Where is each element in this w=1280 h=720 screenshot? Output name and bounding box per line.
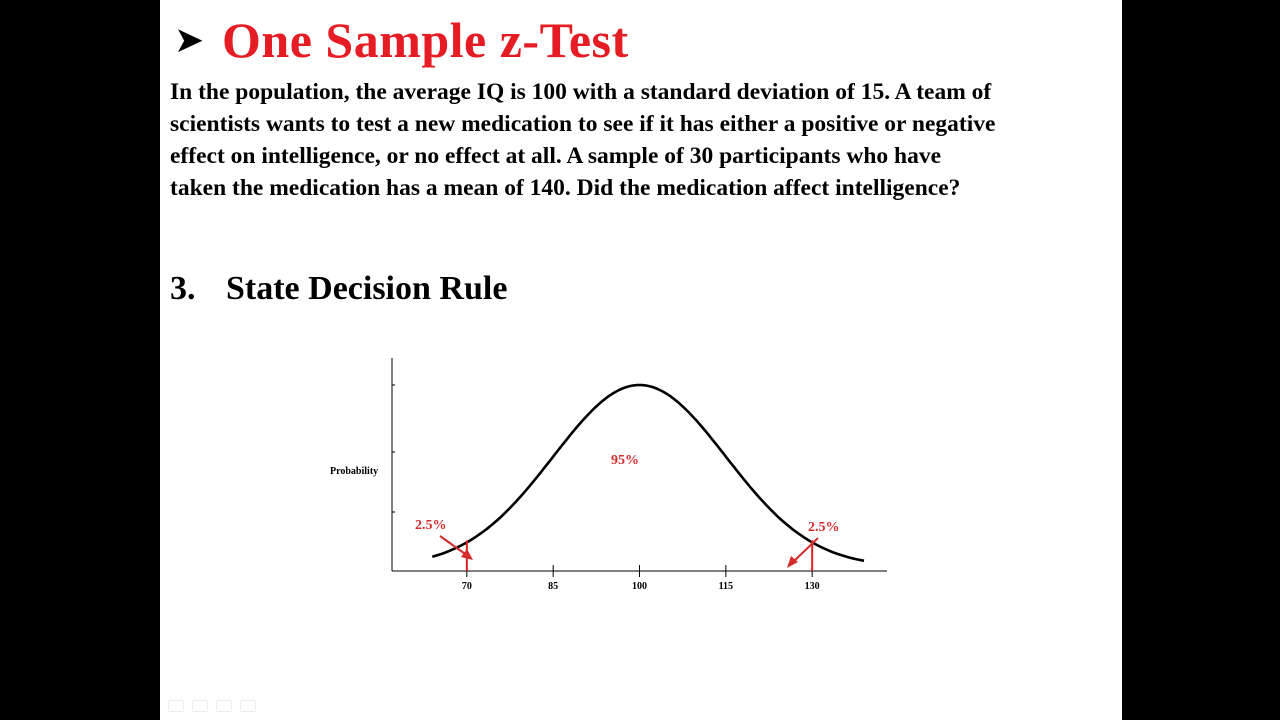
x-tick-label: 85 xyxy=(548,581,559,592)
pen-icon[interactable] xyxy=(192,700,208,712)
x-tick-label: 70 xyxy=(461,581,472,592)
normal-curve xyxy=(432,385,864,561)
normal-distribution-chart xyxy=(160,340,1122,620)
problem-line: taken the medication has a mean of 140. Did the medication affect intelligence? xyxy=(170,175,961,201)
chart-axes xyxy=(392,358,887,571)
slide-controls xyxy=(168,700,256,712)
problem-line: scientists wants to test a new medication to see if it has either a positive or negative xyxy=(170,111,996,137)
menu-icon[interactable] xyxy=(216,700,232,712)
problem-statement xyxy=(170,76,1110,204)
next-slide-icon[interactable] xyxy=(240,700,256,712)
x-tick-label: 100 xyxy=(632,581,647,592)
slide-canvas xyxy=(160,0,1122,720)
title-row xyxy=(174,10,629,70)
problem-line: effect on intelligence, or no effect at all. A sample of 30 participants who have xyxy=(170,143,942,169)
right-tail-label: 2.5% xyxy=(808,520,840,535)
x-tick-label: 115 xyxy=(718,581,734,592)
x-tick-label: 130 xyxy=(804,581,820,592)
x-ticks xyxy=(462,565,820,592)
y-axis-label: Probability xyxy=(330,466,379,477)
right-tail-arrow xyxy=(787,538,818,568)
previous-slide-icon[interactable] xyxy=(168,700,184,712)
step-heading xyxy=(170,270,507,308)
left-tail-arrow xyxy=(440,536,473,560)
step-title: State Decision Rule xyxy=(226,270,508,307)
problem-line: In the population, the average IQ is 100 with a standard deviation of 15. A team of xyxy=(170,79,992,105)
left-tail-label: 2.5% xyxy=(415,518,447,533)
arrowhead-bullet-icon: ➤ xyxy=(174,19,205,61)
slide-title: One Sample z-Test xyxy=(222,12,629,68)
center-region-label: 95% xyxy=(611,453,639,468)
step-number: 3. xyxy=(170,270,196,307)
